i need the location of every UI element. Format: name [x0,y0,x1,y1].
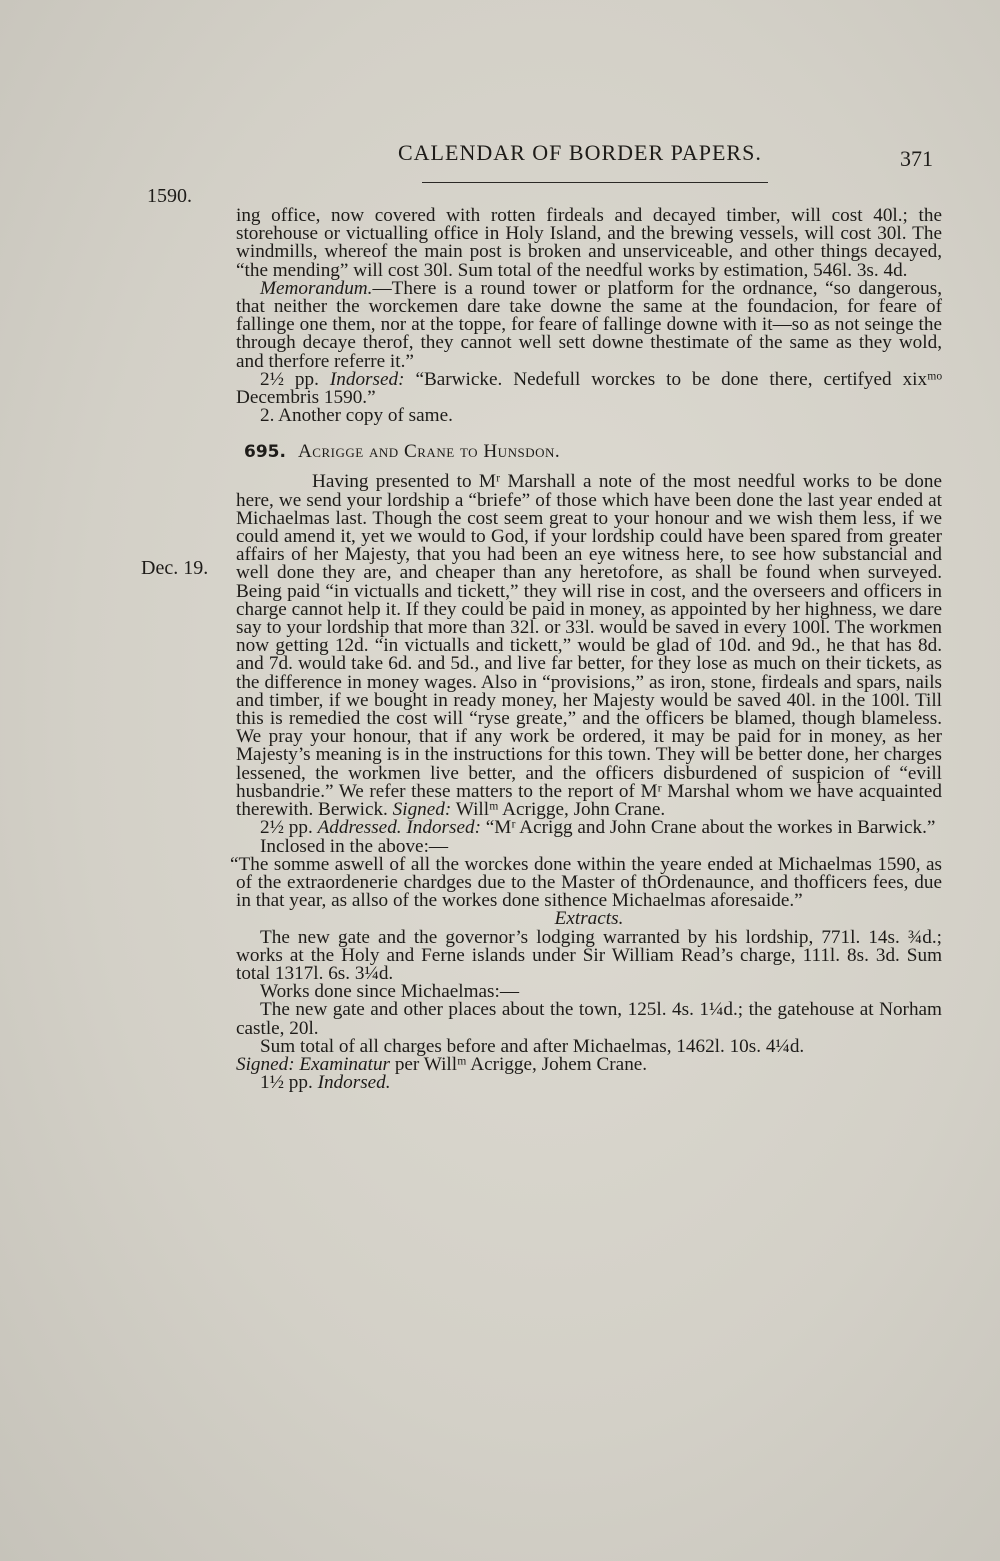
extract-paragraph-2: The new gate and other places about the town, 125l. 4s. 1¼d.; the gatehouse at Norham castle, 20l. [236,999,942,1039]
inclosure-quote: “The somme aswell of all the worckes done within the yeare ended at Michaelmas 1590, as of the extraordenerie chardges due to the Master of thOrdenaunce, and thofficers fees, due in that year, as allso of the workes done sithence Michaelmas aforesaide.” [230,853,942,912]
page-number: 371 [900,146,933,171]
signed-label: Signed: [392,799,452,821]
extract-paragraph-1: The new gate and the governor’s lodging warranted by his lordship, 771l. 14s. ¾d.; works at the Holy and Ferne islands under Sir William Read’s charge, 111l. 8s. 3d. Sum total 1317l. 6s. 3¼d. [236,926,942,984]
entry-number: 695. [244,442,286,463]
continuation-paragraph: ing office, now covered with rotten firdeals and decayed timber, will cost 40l.; the storehouse or victualling office in Holy Island, and the brewing vessels, will cost 30l. The windmills, whereof the main post is broken and unserviceable, and other things decayed, “the mending” will cost 30l. Sum total of the needful works by estimation, 546l. 3s. 4d. [236,205,942,281]
addressed-size: 2½ pp. [260,817,313,839]
extracts-heading: Extracts. [554,908,624,930]
addressed-label: Addressed. Indorsed: [317,817,481,839]
addressed-paragraph [236,819,942,837]
copy-note: 2. Another copy of same. [260,405,453,427]
signed-names: Willᵐ Acrigge, John Crane. [455,799,666,821]
examinatur-names: per Willᵐ Acrigge, Johem Crane. [394,1053,648,1075]
memorandum-text: —There is a round tower or platform for the ordnance, “so dangerous, that neither the worckemen dare take downe the same at the foundacion, for feare of fallinge one them, nor at the toppe, for feare of fallinge downe with it—so as not seinge the through decaye therof, they cannot well sett downe thestimate of the same as they wold, and therfore referre it.” [236,277,942,372]
final-indorsement [236,1074,942,1092]
body-text [230,205,942,1094]
indorsement-paragraph [236,368,942,409]
inclosed-line: Inclosed in the above:— [260,835,449,857]
memorandum-paragraph [236,277,942,372]
since-michaelmas-line: Works done since Michaelmas:— [260,981,520,1003]
margin-entry-date: Dec. 19. [141,557,209,579]
letter-body [236,473,942,819]
examinatur-label: Signed: Examinatur [236,1053,391,1075]
entry-heading [236,443,942,467]
extract-paragraph-3: Sum total of all charges before and after Michaelmas, 1462l. 10s. 4¼d. [260,1035,805,1057]
running-header-title: CALENDAR OF BORDER PAPERS. [398,140,762,165]
letter-text: Having presented to Mʳ Marshall a note of the most needful works to be done here, we send your lordship a “briefe” of those which have been done the last year ended at Michaelmas last. Though the cost seem great to your honour and we wish them less, if we could amend it, yet we would to God, if your lordship could have been spared from greater affairs of her Majesty, that you had been an eye witness here, to see how substancial and well done they are, and cheaper than any heretofore, as shall be found when surveyed. Being paid “in victualls and tickett,” they will rise in cost, and the overseers and officers in charge cannot help it. If they could be paid in money, as appointed by her highness, we dare say to your lordship that more than 32l. or 33l. would be saved in every 100l. The workmen now getting 12d. “in victualls and tickett,” would be glad of 10d. and 9d., he that has 8d. and 7d. would take 6d. and 5d., and live far better, for they lose as much on their tickets, as the difference in money wages. Also in “provisions,” as iron, stone, firdeals and spars, nails and timber, if we bought in ready money, her Majesty would be saved 40l. in the 100l. Till this is remedied the cost will “ryse greate,” and the officers be blamed, though blameless. We pray your honour, that if any work be ordered, it may be paid for in money, as her Majesty’s meaning is in the instructions for this town. They will be better done, her charges lessened, the workmen live better, and the officers disburdened of suspicion of “evill husbandrie.” We refer these matters to the report of Mʳ Marshal whom we have acquainted therewith. Berwick. [236,471,942,821]
addressed-text: “Mʳ Acrigg and John Crane about the workes in Barwick.” [485,817,936,839]
entry-title: Acrigge and Crane to Hunsdon. [297,441,561,463]
final-label: Indorsed. [317,1072,391,1094]
memorandum-label: Memorandum. [260,277,373,299]
final-size: 1½ pp. [260,1072,313,1094]
indorsement-text: “Barwicke. Nedefull worckes to be done there, certifyed xixᵐᵒ Decembris 1590.” [236,368,942,409]
header-rule [422,182,768,183]
margin-year: 1590. [147,185,192,207]
indorsement-label: Indorsed: [329,368,405,390]
indorsement-size: 2½ pp. [260,368,319,390]
